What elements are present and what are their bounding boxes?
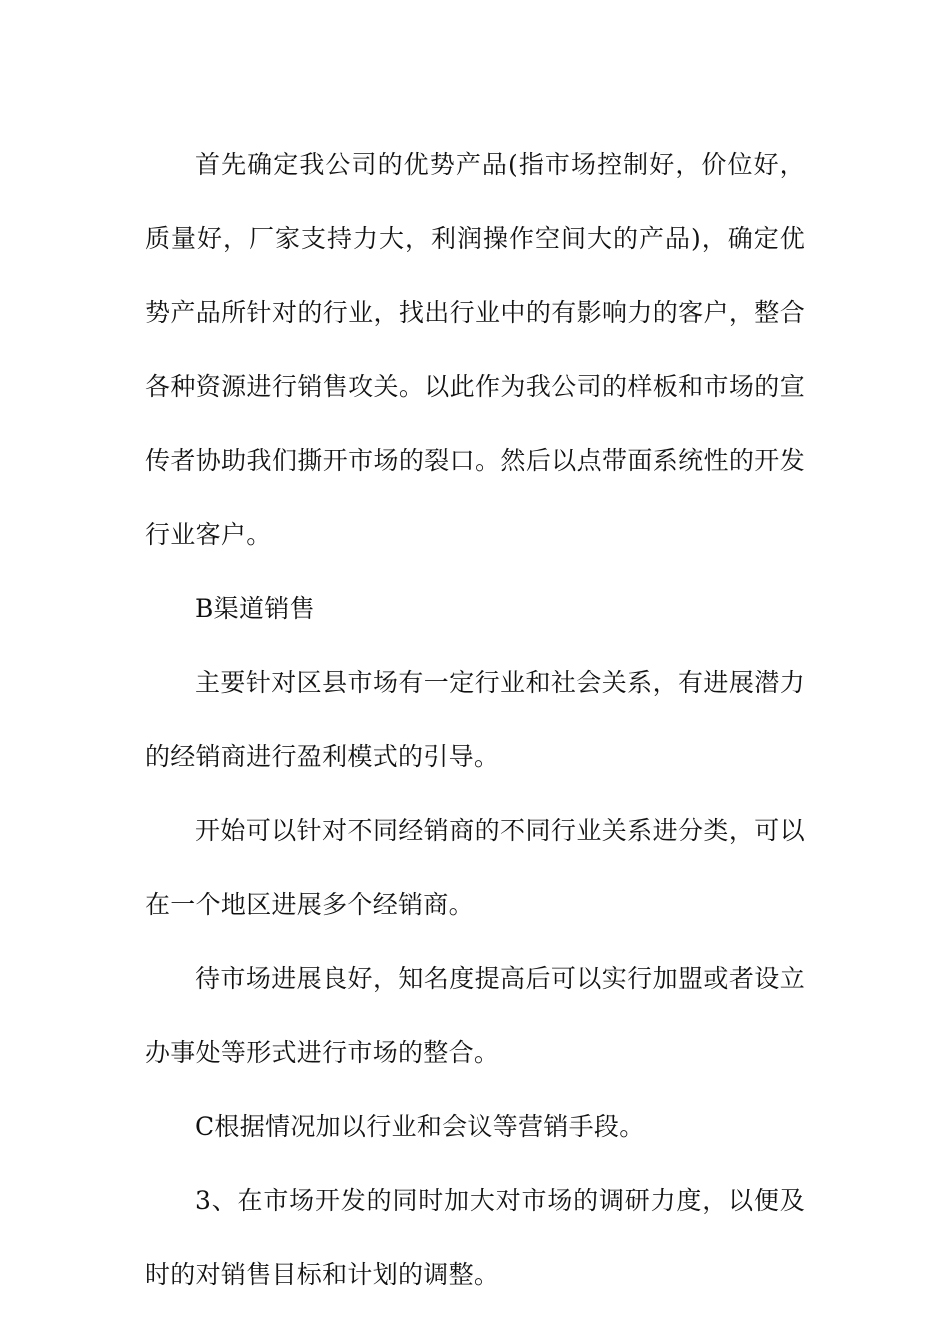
paragraph-marketing-means: C根据情况加以行业和会议等营销手段。 [195,1112,645,1141]
paragraph-county-market: 主要针对区县市场有一定行业和社会关系，有进展潜力的经销商进行盈利模式的引导。 [145,668,805,771]
document-body [145,128,805,1312]
paragraph-franchise-office: 待市场进展良好，知名度提高后可以实行加盟或者设立办事处等形式进行市场的整合。 [145,964,805,1067]
paragraph-advantage-products: 首先确定我公司的优势产品(指市场控制好，价位好，质量好，厂家支持力大，利润操作空间大的产品)，确定优势产品所针对的行业，找出行业中的有影响力的客户，整合各种资源进行销售攻关。以此作为我公司的样板和市场的宣传者协助我们撕开市场的裂口。然后以点带面系统性的开发行业客户。 [145,150,805,549]
paragraph-distributor-classification: 开始可以针对不同经销商的不同行业关系进分类，可以在一个地区进展多个经销商。 [145,816,805,919]
paragraph-market-research: 3、在市场开发的同时加大对市场的调研力度，以便及时的对销售目标和计划的调整。 [145,1186,805,1289]
paragraph-channel-sales-heading: B渠道销售 [195,594,315,623]
